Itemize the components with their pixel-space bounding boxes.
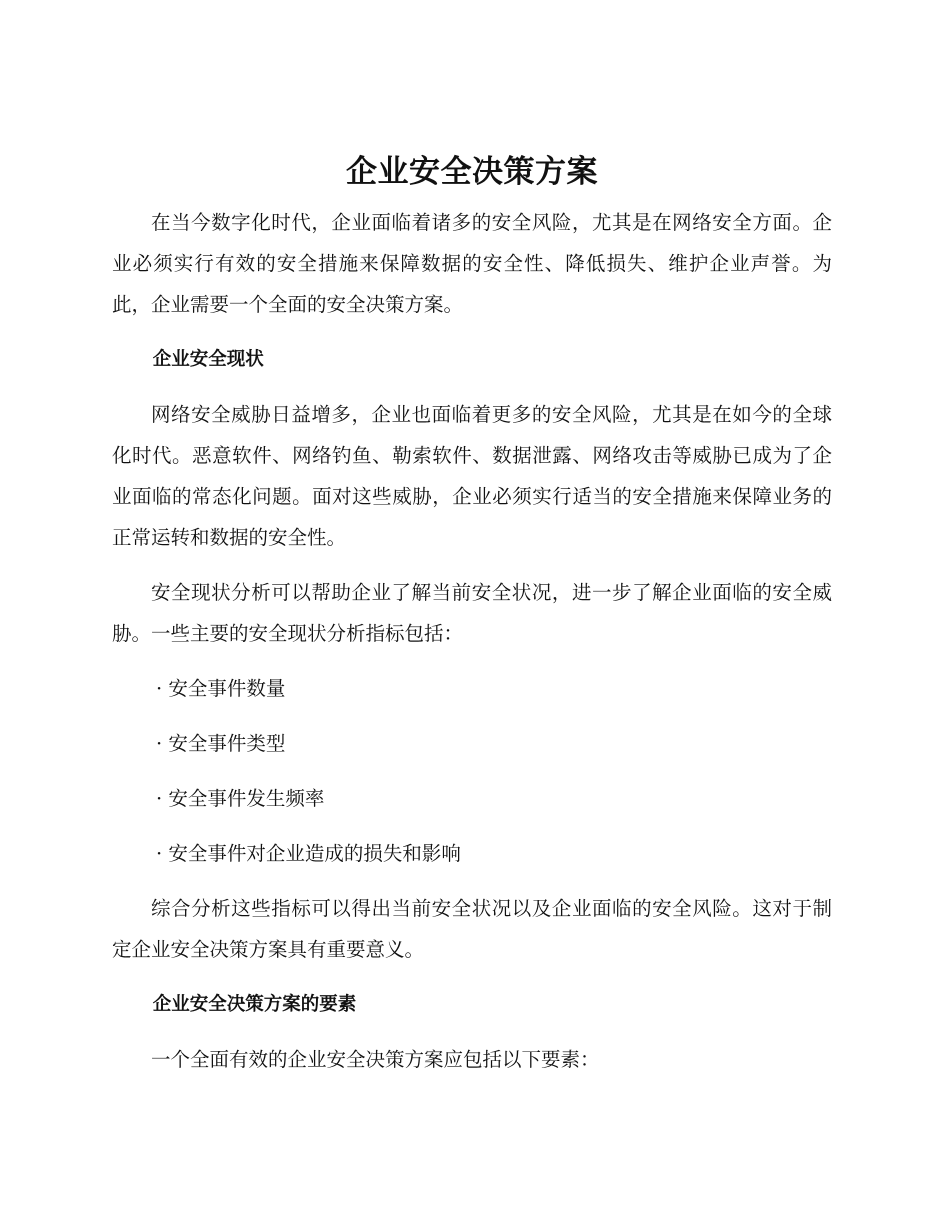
list-item: · 安全事件对企业造成的损失和影响 [156,842,461,865]
status-paragraph-summary: 综合分析这些指标可以得出当前安全状况以及企业面临的安全风险。这对于制定企业安全决策方案具有重要意义。 [112,897,832,961]
spacer [112,970,832,984]
spacer [112,558,832,572]
list-item: · 安全事件类型 [156,732,286,755]
list-item: · 安全事件数量 [156,677,286,700]
section-heading-elements: 企业安全决策方案的要素 [152,994,357,1015]
document-page [112,148,832,1080]
spacer [112,819,832,833]
section-heading-current-status: 企业安全现状 [152,349,264,370]
list-item: · 安全事件发生频率 [156,787,325,810]
elements-paragraph: 一个全面有效的企业安全决策方案应包括以下要素： [151,1048,600,1071]
spacer [112,1025,832,1039]
document-title: 企业安全决策方案 [346,154,598,190]
spacer [112,325,832,339]
intro-paragraph: 在当今数字化时代，企业面临着诸多的安全风险，尤其是在网络安全方面。企业必须实行有效的安全措施来保障数据的安全性、降低损失、维护企业声誉。为此，企业需要一个全面的安全决策方案。 [112,211,832,316]
spacer [112,380,832,394]
spacer [112,874,832,888]
spacer [112,764,832,778]
status-paragraph-analysis: 安全现状分析可以帮助企业了解当前安全状况，进一步了解企业面临的安全威胁。一些主要的安全现状分析指标包括： [112,581,832,645]
spacer [112,654,832,668]
spacer [112,709,832,723]
status-paragraph-threats: 网络安全威胁日益增多，企业也面临着更多的安全风险，尤其是在如今的全球化时代。恶意软件、网络钓鱼、勒索软件、数据泄露、网络攻击等威胁已成为了企业面临的常态化问题。面对这些威胁，企业必须实行适当的安全措施来保障业务的正常运转和数据的安全性。 [112,403,832,549]
